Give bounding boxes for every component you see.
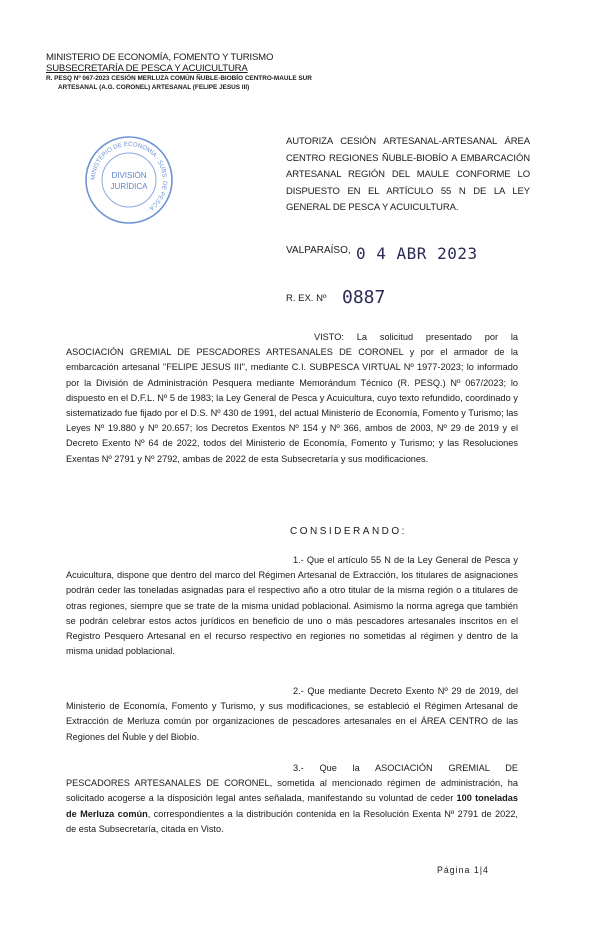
resolution-subject: AUTORIZA CESIÓN ARTESANAL-ARTESANAL ÁREA CENTRO REGIONES ÑUBLE-BIOBÍO A EMBARCACIÓN ARTESANAL REGIÓN DEL MAULE CONFORME LO DISPUESTO EN EL ARTÍCULO 55 N DE LA LEY GENERAL DE PESCA Y ACUICULTURA. <box>286 136 530 213</box>
rex-label: R. EX. Nº <box>286 293 327 304</box>
division-juridica-stamp <box>84 135 174 225</box>
stamp-line-1: DIVISIÓN <box>111 171 147 180</box>
visto-paragraph <box>66 330 518 467</box>
considerando-3-bold: 100 toneladas de Merluza común <box>66 793 518 819</box>
visto-text: La solicitud presentado por la ASOCIACIÓN GREMIAL DE PESCADORES ARTESANALES DE CORONEL y por el armador de la embarcación artesanal "FELIPE JESUS III", mediante C.I. SUBPESCA VIRTUAL Nº 1977-2023; lo informado por la División de Administración Pesquera mediante Memorándum Técnico (R. PESQ.) Nº 067/2023; lo dispuesto en el D.F.L. Nº 5 de 1983; la Ley General de Pesca y Acuicultura, cuyo texto refundido, coordinado y sistematizado fue fijado por el D.S. Nº 430 de 1991, del actual Ministerio de Economía, Fomento y Turismo; las Leyes Nº 19.880 y Nº 20.657; los Decretos Exentos Nº 154 y Nº 366, ambos de 2003, Nº 29 de 2019 y el Decreto Exento Nº 64 de 2022, todos del Ministerio de Economía, Fomento y Turismo; y las Resoluciones Exentas Nº 2791 y Nº 2792, ambas de 2022 de esta Subsecretaría y sus modificaciones. <box>66 332 518 464</box>
considerando-2: 2.- Que mediante Decreto Exento Nº 29 de 2019, del Ministerio de Economía, Fomento y Turismo, y sus modificaciones, se estableció el Régimen Artesanal de Extracción de Merluza común por organizaciones de pescadores artesanales en el ÁREA CENTRO de las Regiones del Ñuble y del Biobío. <box>66 686 518 742</box>
reference-line-2: ARTESANAL (A.G. CORONEL) ARTESANAL (FELIPE JESUS III) <box>58 84 250 91</box>
considerando-3-text-a: 3.- Que la ASOCIACIÓN GREMIAL DE PESCADORES ARTESANALES DE CORONEL, sometida al mencionado régimen de administración, ha solicitado acogerse a la disposición legal antes señalada, manifestando su voluntad de ceder <box>66 763 518 804</box>
place-label: VALPARAÍSO, <box>286 245 351 256</box>
stamp-ring-text: MINISTERIO DE ECONOMÍA · SUBS. DE PESCA · <box>89 140 169 214</box>
subsecretaria-name: SUBSECRETARÍA DE PESCA Y ACUICULTURA <box>46 63 248 74</box>
considerando-3-text-c: , correspondientes a la distribución contenida en la Resolución Exenta Nº 2791 de 2022, de esta Subsecretaría, citada en Visto. <box>66 808 518 834</box>
considerando-1: 1.- Que el artículo 55 N de la Ley General de Pesca y Acuicultura, dispone que dentro del marco del Régimen Artesanal de Extracción, los titulares de asignaciones podrán ceder las toneladas asignadas para el respectivo año a otro titular de la misma región o a titulares de otras regiones, siempre que se trate de la misma unidad poblacional. Asimismo la norma agrega que también se podrán celebrar estos actos jurídicos en beneficio de uno o más pescadores artesanales inscritos en el Registro Pesquero Artesanal en el recurso respectivo en regiones no sometidas al régimen y dentro de la misma unidad poblacional. <box>66 555 518 657</box>
considerando-3 <box>66 761 518 837</box>
ministry-name: MINISTERIO DE ECONOMÍA, FOMENTO Y TURISMO <box>46 52 274 63</box>
rex-number: 0887 <box>342 287 386 308</box>
document-header <box>46 52 346 92</box>
stamp-line-2: JURÍDICA <box>110 182 148 191</box>
considerando-title: CONSIDERANDO: <box>290 526 407 537</box>
visto-label: VISTO: <box>314 332 344 342</box>
resolution-date: 0 4 ABR 2023 <box>356 244 478 263</box>
page-number: Página 1|4 <box>437 865 489 875</box>
reference-line-1: R. PESQ Nº 067-2023 CESIÓN MERLUZA COMÚN ÑUBLE-BIOBÍO CENTRO-MAULE SUR <box>46 75 312 82</box>
